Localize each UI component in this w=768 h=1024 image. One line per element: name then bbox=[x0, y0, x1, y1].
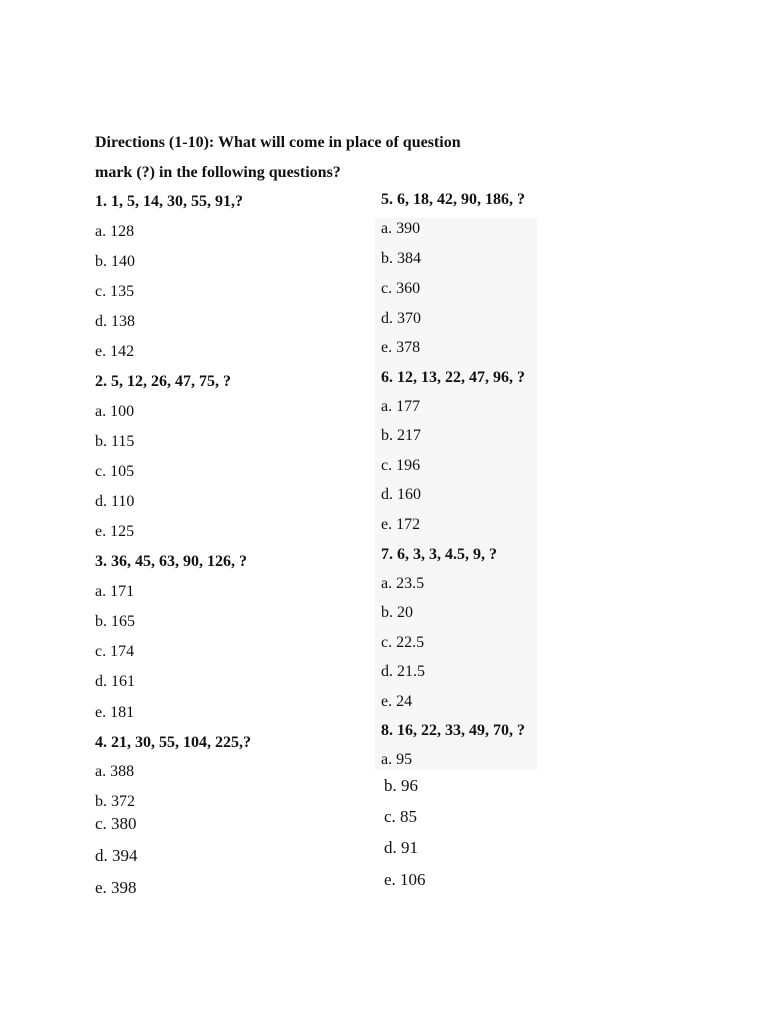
question-8-option-d: d. 91 bbox=[384, 838, 418, 857]
question-6: 6. 12, 13, 22, 47, 96, ? bbox=[381, 369, 525, 386]
directions-line-2: mark (?) in the following questions? bbox=[95, 164, 341, 181]
question-4-option-a: a. 388 bbox=[95, 763, 135, 780]
question-3-option-b: b. 165 bbox=[95, 613, 135, 630]
question-5-option-b: b. 384 bbox=[381, 250, 421, 267]
question-7-option-b: b. 20 bbox=[381, 604, 413, 621]
question-6-option-b: b. 217 bbox=[381, 427, 421, 444]
directions-heading bbox=[95, 128, 515, 188]
question-7-option-d: d. 21.5 bbox=[381, 663, 425, 680]
question-2-option-c: c. 105 bbox=[95, 463, 135, 480]
question-1: 1. 1, 5, 14, 30, 55, 91,? bbox=[95, 193, 243, 210]
question-8-option-e: e. 106 bbox=[384, 870, 426, 889]
question-2-option-a: a. 100 bbox=[95, 403, 135, 420]
question-1-option-a: a. 128 bbox=[95, 223, 135, 240]
question-1-option-b: b. 140 bbox=[95, 253, 135, 270]
question-7-option-c: c. 22.5 bbox=[381, 634, 425, 651]
question-3: 3. 36, 45, 63, 90, 126, ? bbox=[95, 553, 247, 570]
question-1-option-c: c. 135 bbox=[95, 283, 135, 300]
question-5-option-d: d. 370 bbox=[381, 310, 421, 327]
question-4-option-b: b. 372 bbox=[95, 793, 135, 810]
question-1-option-e: e. 142 bbox=[95, 343, 135, 360]
question-4-option-e: e. 398 bbox=[95, 878, 137, 897]
question-3-option-c: c. 174 bbox=[95, 643, 135, 660]
question-6-option-e: e. 172 bbox=[381, 516, 421, 533]
question-7: 7. 6, 3, 3, 4.5, 9, ? bbox=[381, 546, 497, 563]
question-7-option-e: e. 24 bbox=[381, 693, 413, 710]
question-2-option-e: e. 125 bbox=[95, 523, 135, 540]
question-3-option-a: a. 171 bbox=[95, 583, 135, 600]
question-5-option-e: e. 378 bbox=[381, 339, 421, 356]
question-2: 2. 5, 12, 26, 47, 75, ? bbox=[95, 373, 231, 390]
question-2-option-d: d. 110 bbox=[95, 493, 135, 510]
question-4: 4. 21, 30, 55, 104, 225,? bbox=[95, 734, 251, 751]
question-6-option-a: a. 177 bbox=[381, 398, 421, 415]
question-2-option-b: b. 115 bbox=[95, 433, 135, 450]
question-6-option-d: d. 160 bbox=[381, 486, 421, 503]
question-6-option-c: c. 196 bbox=[381, 457, 421, 474]
question-5: 5. 6, 18, 42, 90, 186, ? bbox=[381, 191, 525, 208]
question-4-option-c: c. 380 bbox=[95, 814, 137, 833]
question-7-option-a: a. 23.5 bbox=[381, 575, 425, 592]
question-8-option-b: b. 96 bbox=[384, 776, 418, 795]
question-5-option-a: a. 390 bbox=[381, 220, 421, 237]
question-5-option-c: c. 360 bbox=[381, 280, 421, 297]
question-8-option-a: a. 95 bbox=[381, 751, 413, 768]
question-3-option-e: e. 181 bbox=[95, 704, 135, 721]
question-4-option-d: d. 394 bbox=[95, 846, 138, 865]
directions-line-1: Directions (1-10): What will come in place of question bbox=[95, 134, 461, 151]
question-3-option-d: d. 161 bbox=[95, 673, 135, 690]
question-8: 8. 16, 22, 33, 49, 70, ? bbox=[381, 722, 525, 739]
question-1-option-d: d. 138 bbox=[95, 313, 135, 330]
question-8-option-c: c. 85 bbox=[384, 807, 418, 826]
